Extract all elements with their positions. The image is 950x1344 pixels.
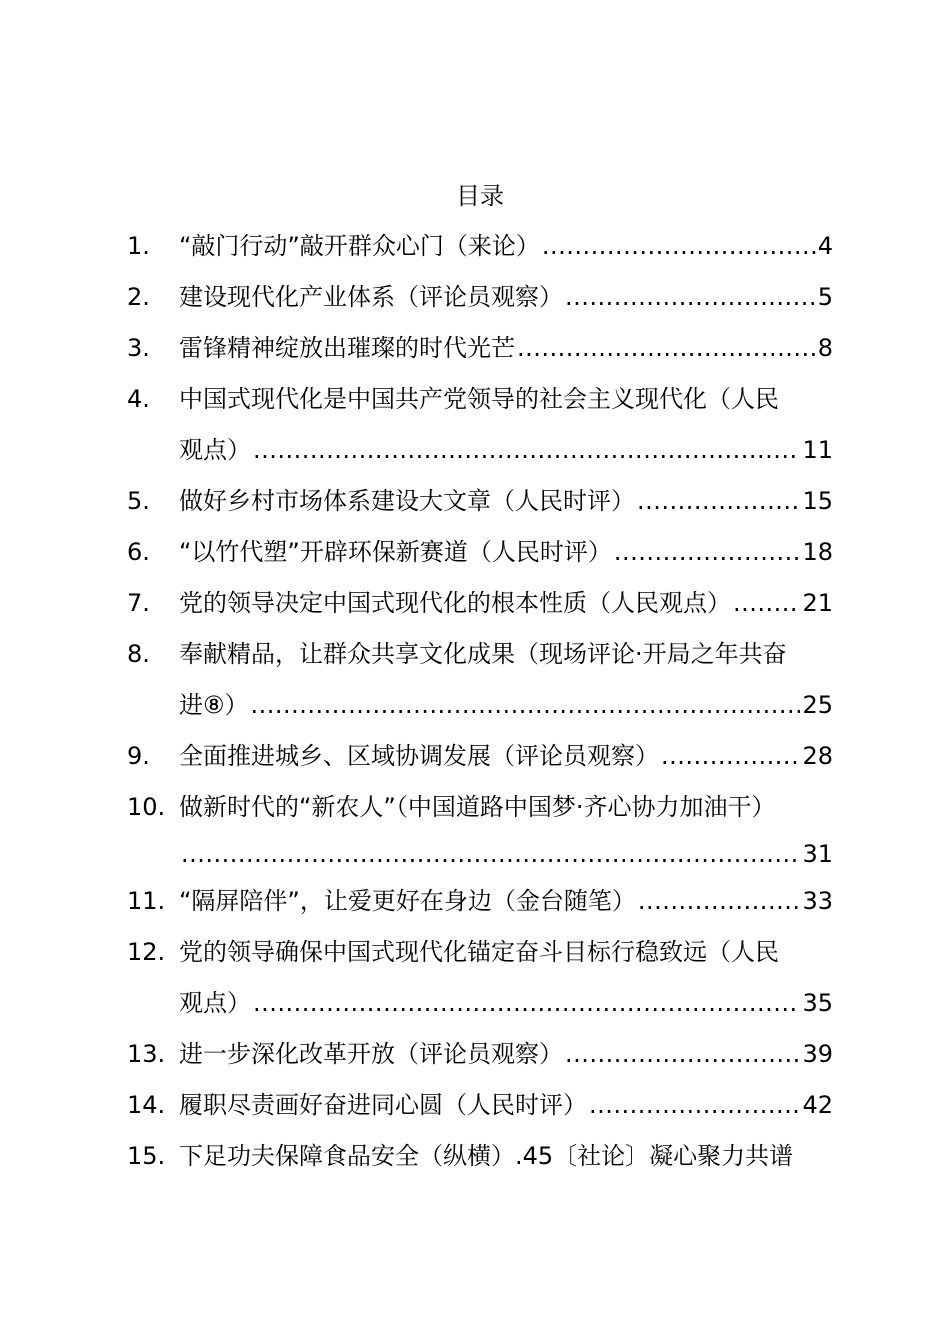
toc-item-title: “敲门行动”敲开群众心门（来论） — [179, 232, 540, 260]
toc-item — [127, 228, 833, 264]
toc-item-number: 9. — [127, 742, 150, 770]
toc-item — [127, 883, 833, 919]
toc-item — [127, 585, 833, 621]
toc-item-title-continued: 观点） — [179, 436, 251, 464]
dot-leader — [614, 534, 801, 570]
dot-leader — [542, 228, 816, 264]
dot-leader — [565, 1036, 800, 1072]
toc-item-number: 3. — [127, 334, 150, 362]
toc-item-title: “以竹代塑”开辟环保新赛道（人民时评） — [179, 538, 612, 566]
toc-item-title: “隔屏陪伴”，让爱更好在身边（金台随笔） — [179, 887, 636, 915]
dot-leader — [589, 1087, 800, 1123]
toc-item-page: 11 — [802, 436, 833, 464]
toc-item — [127, 934, 833, 1021]
toc-item-number: 7. — [127, 589, 150, 617]
toc-item — [127, 789, 833, 872]
toc-item-page: 18 — [802, 538, 833, 566]
toc-item-title: 下足功夫保障食品安全（纵横）.45〔社论〕凝心聚力共谱 — [179, 1142, 794, 1170]
toc-item-title: 做新时代的“新农人”（中国道路中国梦·齐心协力加油干） — [179, 793, 776, 821]
toc-item-title: 雷锋精神绽放出璀璨的时代光芒 — [179, 334, 515, 362]
toc-item-page: 5 — [817, 283, 833, 311]
toc-item-page: 33 — [802, 887, 833, 915]
toc-item — [127, 330, 833, 366]
toc-item-title-continued: 进⑧） — [179, 691, 249, 719]
toc-item-page: 28 — [802, 742, 833, 770]
toc-item — [127, 636, 833, 723]
toc-item-title: 做好乡村市场体系建设大文章（人民时评） — [179, 487, 635, 515]
toc-item-page: 25 — [802, 691, 833, 719]
toc-item-title: 奉献精品，让群众共享文化成果（现场评论·开局之年共奋 — [179, 640, 787, 668]
toc-title: 目录 — [456, 182, 504, 210]
toc-item-number: 4. — [127, 385, 150, 413]
toc-item-title: 党的领导确保中国式现代化锚定奋斗目标行稳致远（人民 — [179, 938, 779, 966]
toc-item-page: 8 — [817, 334, 833, 362]
toc-item — [127, 1138, 833, 1174]
dot-leader — [661, 738, 800, 774]
toc-item-page: 31 — [802, 840, 833, 868]
toc-item-page: 4 — [817, 232, 833, 260]
toc-item-number: 14. — [127, 1091, 166, 1119]
dot-leader — [253, 432, 800, 468]
toc-item — [127, 381, 833, 468]
toc-item-number: 5. — [127, 487, 150, 515]
toc-list — [127, 228, 833, 1189]
toc-item-number: 1. — [127, 232, 150, 260]
toc-item-title: 党的领导决定中国式现代化的根本性质（人民观点） — [179, 589, 731, 617]
toc-item-number: 13. — [127, 1040, 166, 1068]
dot-leader — [251, 687, 801, 723]
toc-item-title: 全面推进城乡、区域协调发展（评论员观察） — [179, 742, 659, 770]
toc-item-page: 35 — [802, 989, 833, 1017]
toc-item-title: 中国式现代化是中国共产党领导的社会主义现代化（人民 — [179, 385, 779, 413]
toc-item-title: 进一步深化改革开放（评论员观察） — [179, 1040, 563, 1068]
toc-item-page: 21 — [802, 589, 833, 617]
toc-item-title-continued: 观点） — [179, 989, 251, 1017]
dot-leader — [637, 483, 800, 519]
toc-item-number: 11. — [127, 887, 166, 915]
toc-item — [127, 279, 833, 315]
dot-leader — [638, 883, 801, 919]
toc-item-number: 15. — [127, 1142, 166, 1170]
toc-item-number: 10. — [127, 793, 166, 821]
toc-item — [127, 1087, 833, 1123]
toc-item-page: 39 — [802, 1040, 833, 1068]
dot-leader — [517, 330, 816, 366]
toc-item — [127, 1036, 833, 1072]
dot-leader — [733, 585, 800, 621]
toc-item-number: 2. — [127, 283, 150, 311]
toc-item — [127, 483, 833, 519]
toc-item-number: 12. — [127, 938, 166, 966]
toc-item-page: 42 — [802, 1091, 833, 1119]
dot-leader — [181, 836, 800, 872]
toc-item-title: 履职尽责画好奋进同心圆（人民时评） — [179, 1091, 587, 1119]
toc-item — [127, 534, 833, 570]
toc-item-number: 6. — [127, 538, 150, 566]
dot-leader — [565, 279, 816, 315]
dot-leader — [253, 985, 800, 1021]
toc-item — [127, 738, 833, 774]
toc-item-number: 8. — [127, 640, 150, 668]
toc-item-page: 15 — [802, 487, 833, 515]
toc-item-title: 建设现代化产业体系（评论员观察） — [179, 283, 563, 311]
